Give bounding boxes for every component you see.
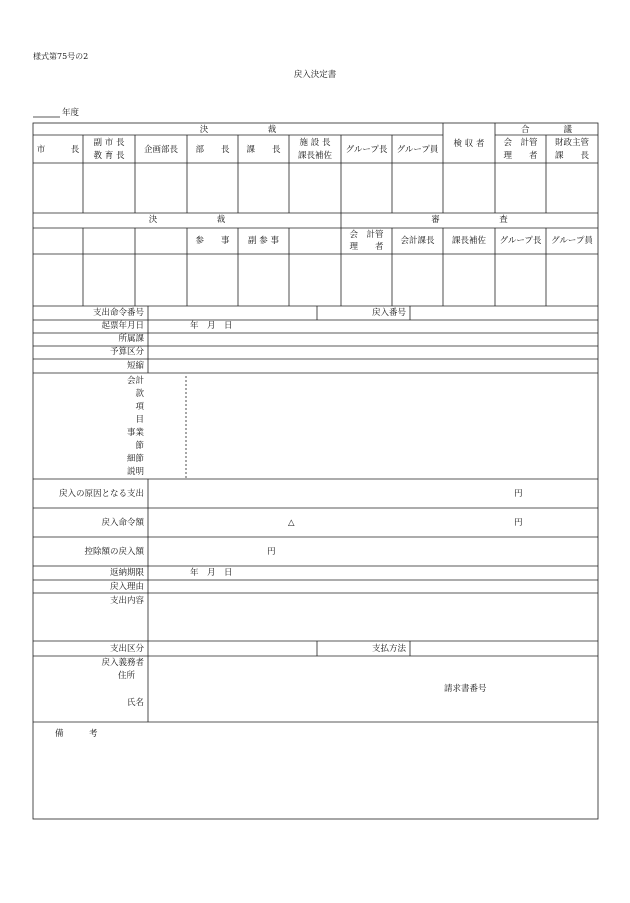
koujo-gaku-label: 控除額の戻入額 [84, 547, 144, 557]
kessai-header-2: 決 裁 [148, 215, 226, 225]
kikaku-buchou-label: 企画部長 [143, 145, 178, 155]
kaikei-kachou-label: 会計課長 [400, 236, 435, 246]
account-label-setsumei: 説明 [126, 467, 144, 477]
gougi-header: 合 議 [520, 125, 572, 135]
shinsa-header: 審 査 [431, 215, 508, 225]
fuku-shichou-label: 副 市 長 [93, 138, 125, 148]
yosan-kubun-label: 予算区分 [109, 347, 144, 357]
kachou-hosa-label-2: 課長補佐 [451, 236, 486, 246]
kessai-header: 決 裁 [199, 125, 277, 135]
henkan-date-placeholder: 年 月 日 [190, 568, 233, 578]
reinyuu-meirei-gaku-label: 戻入命令額 [101, 518, 144, 528]
shishutsu-naiyou-label: 支出内容 [109, 596, 144, 606]
shiharai-houhou-label: 支払方法 [371, 644, 406, 654]
account-label-saisetsu: 細節 [126, 454, 144, 464]
juusho-label: 住所 [117, 671, 135, 681]
group-in-label-2: グループ員 [551, 236, 593, 246]
tanshuku-label: 短縮 [126, 361, 144, 371]
sanji-label: 参 事 [195, 236, 230, 246]
kaikei-kanrisha-label-4: 理 者 [349, 242, 384, 252]
gimusha-label: 戻入義務者 [101, 658, 144, 668]
shisetsu-chou-label: 施 設 長 [299, 138, 331, 148]
kachou-label: 課 長 [246, 145, 281, 155]
account-label-kaikei: 会計 [126, 376, 144, 386]
koujo-yen-unit: 円 [267, 547, 276, 557]
kenshusha-header: 検 収 者 [453, 139, 485, 149]
kyouikuchou-label: 教 育 長 [93, 151, 125, 161]
account-label-setsu: 節 [135, 441, 144, 451]
buchou-label: 部 長 [195, 145, 230, 155]
reinyuu-riyuu-label: 戻入理由 [109, 582, 144, 592]
bikou-label: 備 考 [55, 729, 98, 739]
account-label-moku: 目 [135, 415, 144, 425]
genin-shishutsu-label: 戻入の原因となる支出 [58, 489, 144, 499]
group-in-label: グループ員 [396, 145, 439, 155]
account-label-kou: 項 [135, 402, 144, 412]
minus-triangle: △ [288, 518, 295, 528]
kachou-hosa-label: 課長補佐 [297, 151, 332, 161]
shishutsu-kubun-label: 支出区分 [109, 644, 144, 654]
seikyuusho-bangou-label: 請求書番号 [444, 684, 487, 694]
kaikei-kanrisha-label-1: 会 計管 [503, 138, 538, 148]
shozokuka-label: 所属課 [118, 334, 144, 344]
fuku-sanji-label: 副 参 事 [248, 236, 279, 246]
kaikei-kanrisha-label-2: 理 者 [503, 151, 538, 161]
form-number: 様式第75号の2 [33, 52, 89, 61]
zaisei-shukan-label-2: 課 長 [554, 151, 589, 161]
group-chou-label-2: グループ長 [499, 236, 542, 246]
meirei-yen-unit: 円 [514, 518, 523, 528]
page-title: 戻入決定書 [293, 70, 337, 80]
zaisei-shukan-label-1: 財政主管 [554, 138, 589, 148]
henkan-kigen-label: 返納期限 [109, 568, 144, 578]
kaikei-kanrisha-label-3: 会 計管 [349, 230, 384, 240]
reinyuu-bangou-label: 戻入番号 [371, 308, 406, 318]
genin-yen-unit: 円 [514, 489, 523, 499]
kian-nengappi-label: 起票年月日 [101, 321, 144, 331]
account-label-jigyou: 事業 [126, 428, 144, 438]
fiscal-year-label: 年度 [62, 108, 80, 118]
account-label-kan: 款 [135, 389, 144, 399]
shishutsu-meirei-bangou-label: 支出命令番号 [92, 308, 144, 318]
kian-date-placeholder: 年 月 日 [190, 321, 233, 331]
shichou-label: 市 長 [36, 145, 80, 155]
shimei-label: 氏名 [126, 698, 144, 708]
group-chou-label: グループ長 [345, 145, 388, 155]
